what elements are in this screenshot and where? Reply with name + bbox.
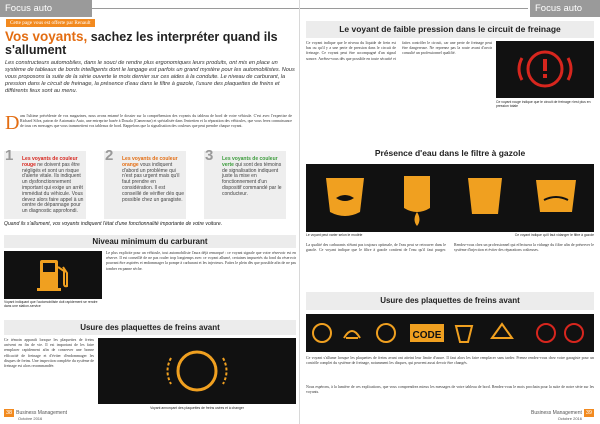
article-headline	[5, 30, 295, 57]
brake-pad-icon	[98, 338, 296, 404]
water-caption-1: Le voyant peut varier selon le modèle	[306, 233, 363, 237]
folio-magazine: Business Management	[16, 410, 67, 416]
tip-box-red	[4, 147, 86, 219]
tip-body: vous indiquent d'abord un problème qui n'est pas urgent mais qu'il faut prendre en considération. Il est conseillé de vérifier dès que possible chez un garagiste.	[122, 161, 184, 203]
tip-number: 1	[5, 147, 14, 164]
fuel-section-title: Niveau minimum du carburant	[4, 235, 296, 248]
code-light-label: CODE	[412, 330, 442, 341]
page-number: 39	[585, 410, 592, 416]
fuel-icon-caption: Voyant indiquant que l'automobiliste doit rapidement se rendre dans une station-service	[4, 300, 98, 308]
tip-number: 2	[105, 147, 114, 164]
tip-body: ne doivent pas être négligés et sont un risque d'alerte vitale. Ils indiquent un dysfonctionnement important qui exige un arrêt immédiat du véhicule. Vous devez alors faire appel à un centre de dépannage pour un diagnostic approfondi.	[22, 161, 84, 215]
headline-highlight: Vos voyants,	[5, 29, 88, 44]
tip-heading: Les voyants de couleur verte	[222, 156, 278, 168]
tip-heading: Les voyants de couleur rouge	[22, 156, 78, 168]
tip-heading: Les voyants de couleur orange	[122, 156, 178, 168]
brake-wear-section-title: Usure des plaquettes de freins avant	[4, 320, 296, 335]
folio-right	[531, 410, 596, 421]
brake-wear-right-text: Ce voyant s'allume lorsque les plaquettes de freins avant ont atteint leur limite d'usure. Il faut alors les faire remplacer sans tarder. Prenez rendez-vous chez votre garagiste pour un contrôle complet du système de freinage, notamment les disques, qui peuvent aussi devoir être changés.	[306, 356, 594, 366]
folio-date: Octobre 2016	[18, 416, 43, 421]
warning-icons-strip	[306, 314, 594, 352]
page-number: 38	[6, 410, 13, 416]
brake-pressure-warning-light	[496, 41, 594, 98]
fuel-pump-icon	[4, 251, 102, 299]
water-caption-2: Ce voyant indique qu'il faut vidanger le filtre à gazole	[514, 233, 594, 237]
closing-text: Nous espérons, à la lumière de ces explications, que vous comprendrez mieux les messages de votre tableau de bord. Rendez-vous le mois prochain pour la suite de notre série sur les voyants.	[306, 385, 594, 395]
headline-rest: sachez les interpréter quand ils s'allument	[5, 30, 278, 57]
pressure-icon-caption: Ce voyant rouge indique que le circuit de freinage n'est plus en pression totale	[496, 100, 591, 108]
rubric-label: Focus auto	[0, 0, 92, 17]
brake-wear-right-title: Usure des plaquettes de freins avant	[306, 292, 594, 310]
fuel-text: Le plus explicite pour un véhicule, tout automobiliste l'aura déjà remarqué : ce voyant signale que votre réservoir est en réserve. Il est conseillé de ne pas rouler trop longtemps avec ce voyant allumé, certaines impuretés du fond du réservoir pouvant être aspirées et endommager la pompe à carburant et les injecteurs. Faites le plein dès que possible afin de ne pas tomber en panne sèche.	[106, 251, 296, 271]
brake-wear-text: Ce témoin apparaît lorsque les plaquettes de freins arrivent en fin de vie. Il est important de les faire remplacer rapidement afin de conserver une bonne efficacité de freinage et d'éviter d'endommager les disques de freins. Une inspection complète du système de freinage est alors recommandée.	[4, 338, 94, 369]
tip-box-orange	[104, 147, 186, 219]
tip-body: qui sont des témoins de signalisation indiquent juste la mise en fonctionnement d'un dispositif commandé par le conducteur.	[222, 161, 282, 197]
pressure-section-title: Le voyant de faible pression dans le circuit de freinage	[306, 21, 594, 38]
brake-pressure-icon	[496, 41, 594, 98]
article-intro: Les constructeurs automobiles, dans le souci de rendre plus ergonomiques leurs produits, ont mis en place un système de tableaux de bords intelligents dont le langage est parfois un grand mystère pour les automobilistes. Nous vous proposons la suite de la série ouverte le mois dernier sur ces aides à la conduite. Le niveau de carburant, la pression dans le circuit de freinage, la présence d'eau dans le filtre à gazole, l'usure des plaquettes de freins et différents feux sont au menu.	[5, 60, 295, 94]
tip-number: 3	[205, 147, 214, 164]
folio-magazine: Business Management	[531, 410, 582, 416]
drop-cap: D	[5, 112, 20, 134]
folio-left	[4, 410, 67, 421]
sponsor-tag: Cette page vous est offerte par Renault	[6, 19, 95, 27]
dashboard-warning-lights-row	[306, 314, 594, 352]
tip-text	[122, 157, 184, 203]
brake-icon-caption: Voyant annonçant des plaquettes de freins usées et à changer	[150, 406, 244, 410]
right-page	[300, 0, 600, 424]
brake-pad-warning-light	[98, 338, 296, 404]
article-body: ans l'ultime précédente de vos magazines, nous avons entamé le dossier sur la compréhension des voyants du tableau de bord de votre véhicule. C'est avec l'expertise de Richard Silva, patron de Automatic Auto, une entreprise basée à Douala (Cameroun) et spécialisée dans l'entretien et la réparation des véhicules, que vous ferez connaissance de tous ces messages que vous transmettent vos tableaux de bord. Rappelons que la signalisation des couleurs que peut prendre chaque voyant.	[20, 114, 292, 129]
water-section-title: Présence d'eau dans le filtre à gazole	[374, 148, 526, 158]
tip-box-green	[204, 147, 286, 219]
water-filter-icons	[306, 164, 594, 232]
water-in-diesel-warning-lights	[306, 164, 594, 232]
rubric-rule	[300, 8, 528, 9]
fuel-warning-light	[4, 251, 102, 299]
tip-text	[222, 157, 284, 198]
rubric-label: Focus auto	[530, 0, 600, 17]
tip-text	[22, 157, 84, 215]
water-text: La qualité des carburants n'étant pas toujours optimale, de l'eau peut se retrouver dans le gazole. Ce voyant indique que le filtre à gazole contient de l'eau qu'il faut purger. Rendez-vous chez un professionnel qui effectuera la vidange du filtre afin de préserver le système d'injection et éviter des réparations coûteuses.	[306, 243, 594, 253]
folio-date: Octobre 2016	[557, 416, 582, 421]
pressure-text: Ce voyant indique que le niveau du liquide de frein est bas ou qu'il y a une perte de pression dans le circuit de freinage. Ce voyant peut être accompagné d'un signal sonore. Arrêtez-vous dès que possible en toute sécurité et faites contrôler le circuit, car une perte de freinage peut être dangereuse. Ne reprenez pas la route avant d'avoir consulté un professionnel qualifié.	[306, 41, 492, 61]
tips-caption: Quand ils s'allument, vos voyants indiquent l'état d'une fonctionnalité importante de votre voiture.	[4, 221, 223, 227]
rubric-rule	[92, 8, 300, 9]
